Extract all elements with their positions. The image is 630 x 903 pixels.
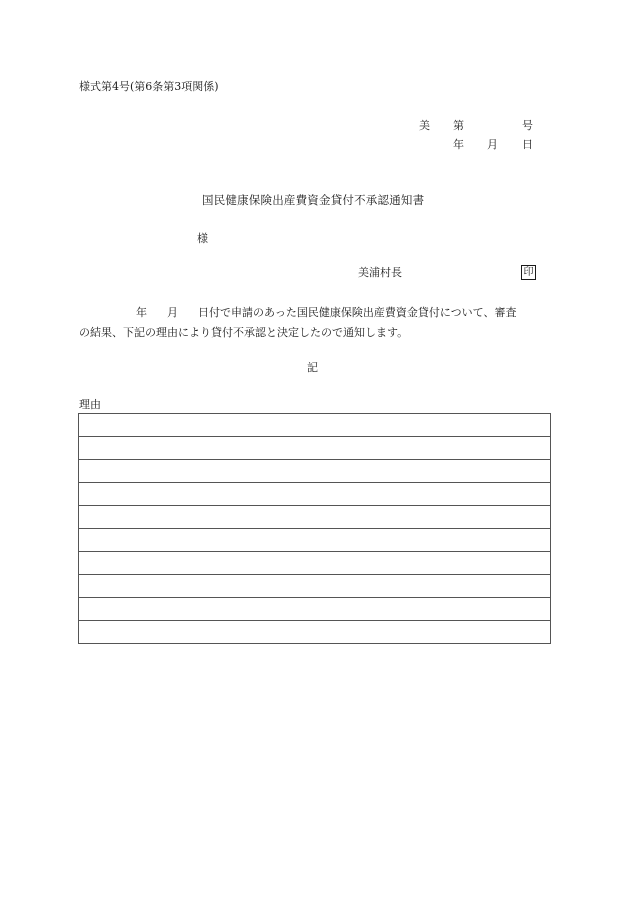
- doc-number-prefix: 美: [419, 119, 430, 132]
- doc-number-dai: 第: [453, 119, 464, 132]
- document-title: 国民健康保険出産費資金貸付不承認通知書: [202, 193, 425, 207]
- reason-cell: [79, 529, 551, 552]
- ki-heading: 記: [307, 361, 318, 374]
- reason-row: [79, 529, 551, 552]
- reason-cell: [79, 552, 551, 575]
- issuer-name: 美浦村長: [358, 266, 402, 279]
- body-line2: の結果、下記の理由により貸付不承認と決定したので通知します。: [79, 326, 409, 339]
- reason-row: [79, 437, 551, 460]
- reason-row: [79, 552, 551, 575]
- reason-cell: [79, 575, 551, 598]
- reason-cell: [79, 598, 551, 621]
- body-month: 月: [167, 306, 178, 319]
- reason-table: [78, 413, 551, 644]
- body-year: 年: [136, 306, 147, 319]
- reason-cell: [79, 414, 551, 437]
- date-year: 年: [453, 138, 464, 151]
- seal-mark: 印: [521, 265, 536, 280]
- reason-row: [79, 598, 551, 621]
- doc-number-go: 号: [522, 119, 533, 132]
- body-paragraph: [79, 303, 554, 343]
- reason-row: [79, 575, 551, 598]
- reason-row: [79, 483, 551, 506]
- body-line1: 日付で申請のあった国民健康保険出産費資金貸付について、審査: [198, 306, 517, 319]
- reason-label: 理由: [79, 398, 101, 411]
- reason-row: [79, 414, 551, 437]
- reason-row: [79, 621, 551, 644]
- reason-cell: [79, 506, 551, 529]
- date-day: 日: [522, 138, 533, 151]
- reason-cell: [79, 483, 551, 506]
- reason-cell: [79, 460, 551, 483]
- date-month: 月: [487, 138, 498, 151]
- form-number: 様式第4号(第6条第3項関係): [79, 80, 219, 93]
- reason-row: [79, 506, 551, 529]
- reason-row: [79, 460, 551, 483]
- reason-cell: [79, 437, 551, 460]
- addressee-suffix: 様: [197, 232, 208, 245]
- reason-cell: [79, 621, 551, 644]
